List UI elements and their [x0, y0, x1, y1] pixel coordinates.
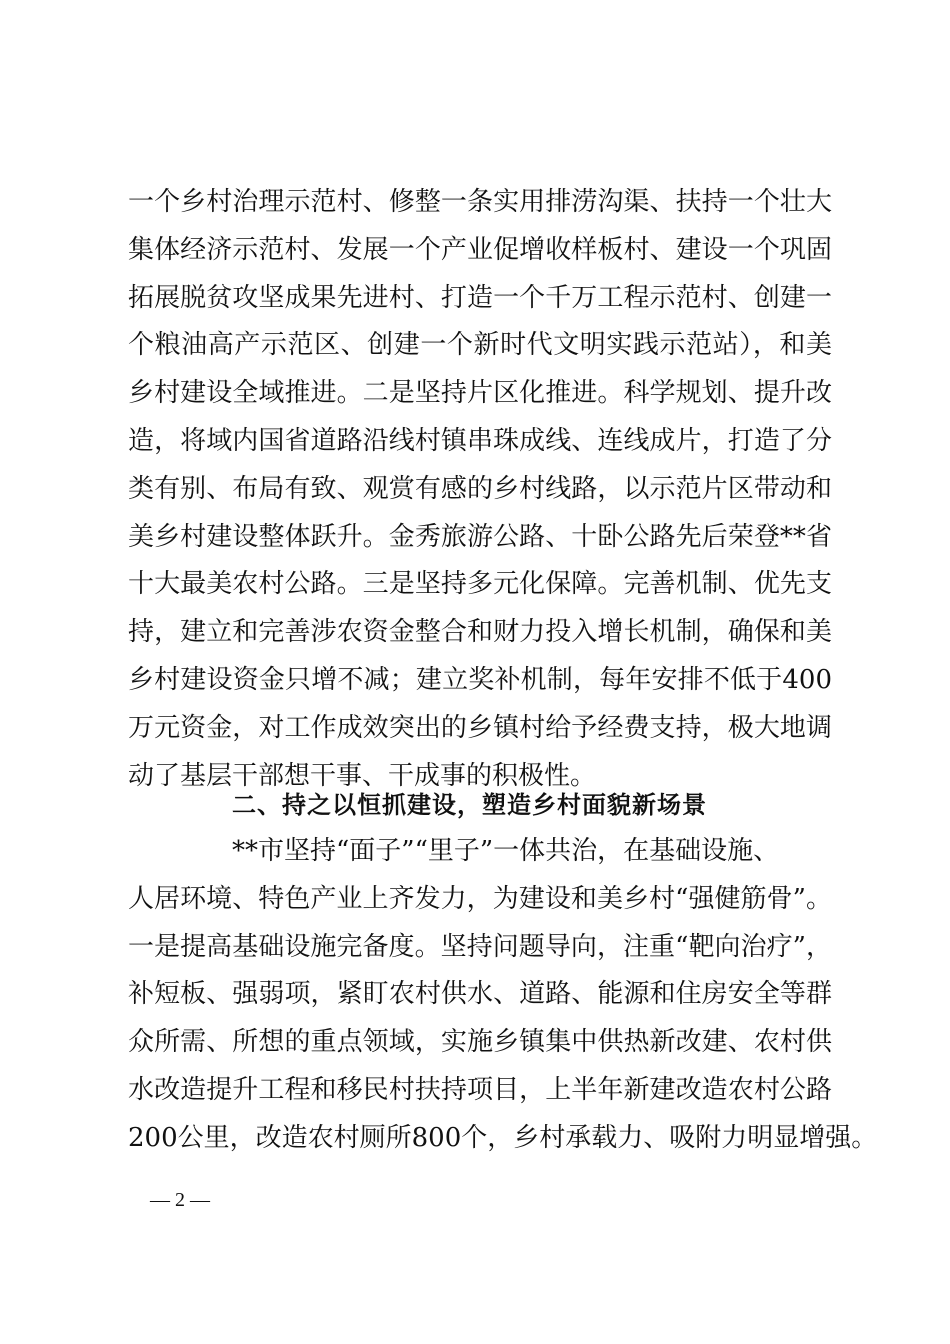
text-line: 人居环境、特色产业上齐发力，为建设和美乡村“强健筋骨”。 [128, 884, 832, 914]
text-line: 水改造提升工程和移民村扶持项目，上半年新建改造农村公路 [128, 1075, 832, 1105]
text-line: 200公里，改造农村厕所800个，乡村承载力、吸附力明显增强。 [128, 1123, 878, 1153]
text-line: 动了基层干部想干事、干成事的积极性。 [128, 761, 597, 791]
text-line: 造，将域内国省道路沿线村镇串珠成线、连线成片，打造了分 [128, 426, 832, 456]
text-line: 拓展脱贫攻坚成果先进村、打造一个千万工程示范村、创建一 [128, 283, 832, 313]
page-number: — 2 — [150, 1189, 210, 1211]
text-line: 美乡村建设整体跃升。金秀旅游公路、十卧公路先后荣登**省 [128, 522, 832, 552]
text-line: **市坚持“面子”“里子”一体共治，在基础设施、 [232, 836, 780, 866]
text-line: 集体经济示范村、发展一个产业促增收样板村、建设一个巩固 [128, 235, 832, 265]
text-line: 众所需、所想的重点领域，实施乡镇集中供热新改建、农村供 [128, 1027, 832, 1057]
text-line: 十大最美农村公路。三是坚持多元化保障。完善机制、优先支 [128, 569, 832, 599]
text-line: 一个乡村治理示范村、修整一条实用排涝沟渠、扶持一个壮大 [128, 187, 832, 217]
text-line: 乡村建设资金只增不减；建立奖补机制，每年安排不低于400 [128, 665, 832, 695]
section-heading: 二、持之以恒抓建设，塑造乡村面貌新场景 [232, 791, 707, 819]
text-line: 万元资金，对工作成效突出的乡镇村给予经费支持，极大地调 [128, 713, 832, 743]
text-line: 一是提高基础设施完备度。坚持问题导向，注重“靶向治疗”， [128, 932, 832, 962]
text-line: 持，建立和完善涉农资金整合和财力投入增长机制，确保和美 [128, 617, 832, 647]
text-line: 乡村建设全域推进。二是坚持片区化推进。科学规划、提升改 [128, 378, 832, 408]
text-line: 补短板、强弱项，紧盯农村供水、道路、能源和住房安全等群 [128, 979, 832, 1009]
text-line: 个粮油高产示范区、创建一个新时代文明实践示范站），和美 [128, 330, 832, 360]
text-line: 类有别、布局有致、观赏有感的乡村线路，以示范片区带动和 [128, 474, 832, 504]
